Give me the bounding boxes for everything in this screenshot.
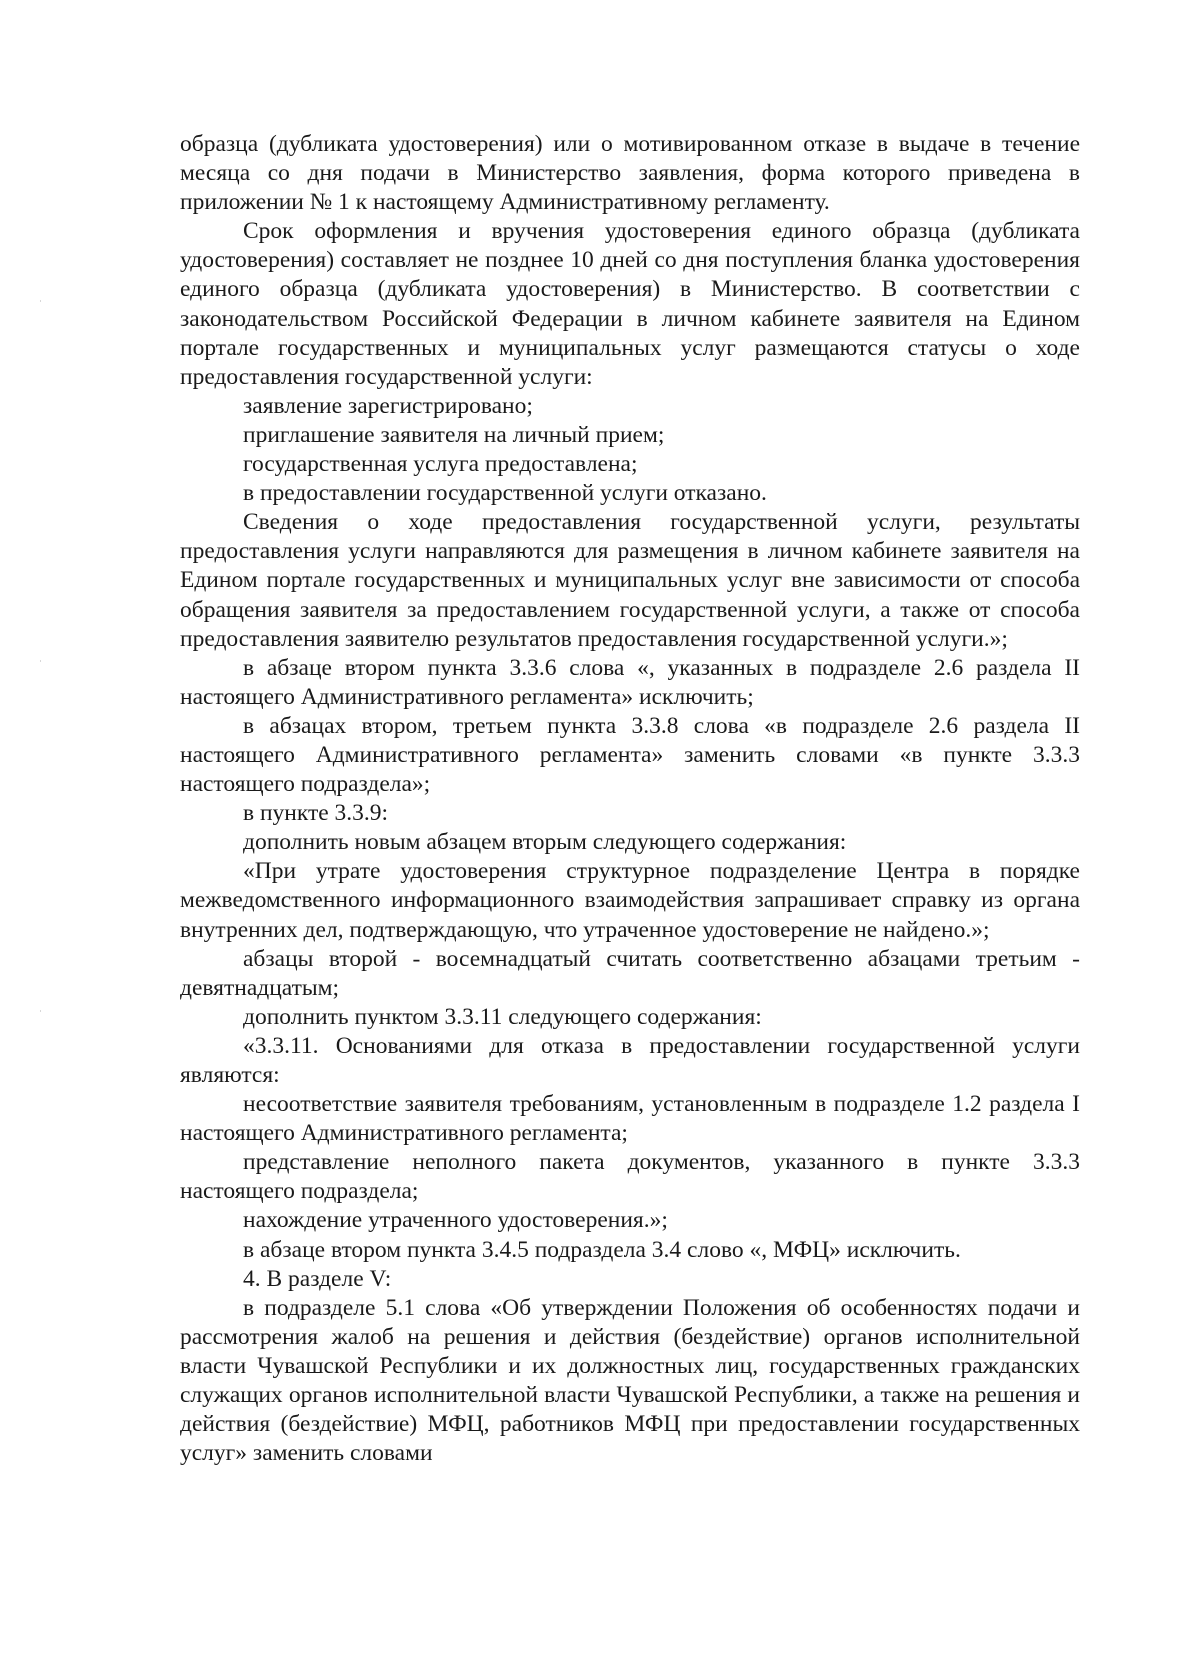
paragraph: в пункте 3.3.9: (243, 800, 389, 827)
paragraph: в абзаце втором пункта 3.3.6 слова «, указанных в подразделе 2.6 раздела II настоящего Административного регламента» исключить; (180, 654, 1080, 710)
paragraph: 4. В разделе V: (243, 1265, 392, 1292)
paragraph: «При утрате удостоверения структурное подразделение Центра в порядке межведомственного информационного взаимодействия запрашивает справку из органа внутренних дел, подтверждающую, что утраченное удостоверение не найдено.»; (180, 858, 1080, 943)
paragraph: в подразделе 5.1 слова «Об утверждении Положения об особенностях подачи и рассмотрения жалоб на решения и действия (бездействие) органов исполнительной власти Чувашской Республики и их должностных лиц, государственных гражданских служащих органов исполнительной власти Чувашской Республики, а также на решения и действия (бездействие) МФЦ, работников МФЦ при предоставлении государственных услуг» заменить словами (180, 1294, 1080, 1467)
paragraph: заявление зарегистрировано; (243, 392, 533, 419)
paragraph: приглашение заявителя на личный прием; (243, 421, 665, 448)
paragraph: дополнить новым абзацем вторым следующего содержания: (243, 829, 847, 856)
paragraph: Сведения о ходе предоставления государственной услуги, результаты предоставления услуги направляются для размещения в личном кабинете заявителя на Едином портале государственных и муниципальных услуг вне зависимости от способа обращения заявителя за предоставлением государственной услуги, а также от способа предоставления заявителю результатов предоставления государственной услуги.»; (180, 509, 1080, 652)
scan-artifact (40, 300, 41, 302)
paragraph: «3.3.11. Основаниями для отказа в предоставлении государственной услуги являются: (180, 1032, 1080, 1088)
scan-artifact (40, 660, 41, 662)
scan-artifact (40, 1010, 41, 1012)
paragraph: нахождение утраченного удостоверения.»; (243, 1207, 668, 1234)
paragraph: дополнить пунктом 3.3.11 следующего содержания: (243, 1003, 762, 1030)
paragraph: Срок оформления и вручения удостоверения единого образца (дубликата удостоверения) составляет не позднее 10 дней со дня поступления бланка удостоверения единого образца (дубликата удостоверения) в Министерство. В соответствии с законодательством Российской Федерации в личном кабинете заявителя на Едином портале государственных и муниципальных услуг размещаются статусы о ходе предоставления государственной услуги: (180, 218, 1080, 390)
paragraph: в абзацах втором, третьем пункта 3.3.8 слова «в подразделе 2.6 раздела II настоящего Административного регламента» заменить словами «в пункте 3.3.3 настоящего подраздела»; (180, 712, 1080, 798)
paragraph: несоответствие заявителя требованиям, установленным в подразделе 1.2 раздела I настоящего Административного регламента; (180, 1091, 1080, 1147)
paragraph: представление неполного пакета документов, указанного в пункте 3.3.3 настоящего подраздела; (180, 1149, 1080, 1205)
document-body (180, 130, 1080, 1468)
paragraph: в предоставлении государственной услуги отказано. (243, 480, 767, 507)
paragraph: образца (дубликата удостоверения) или о мотивированном отказе в выдаче в течение месяца со дня подачи в Министерство заявления, форма которого приведена в приложении № 1 к настоящему Административному регламенту. (180, 131, 1080, 216)
paragraph: абзацы второй - восемнадцатый считать соответственно абзацами третьим - девятнадцатым; (180, 945, 1080, 1001)
paragraph: в абзаце втором пункта 3.4.5 подраздела 3.4 слово «, МФЦ» исключить. (243, 1236, 961, 1263)
paragraph: государственная услуга предоставлена; (243, 451, 638, 478)
